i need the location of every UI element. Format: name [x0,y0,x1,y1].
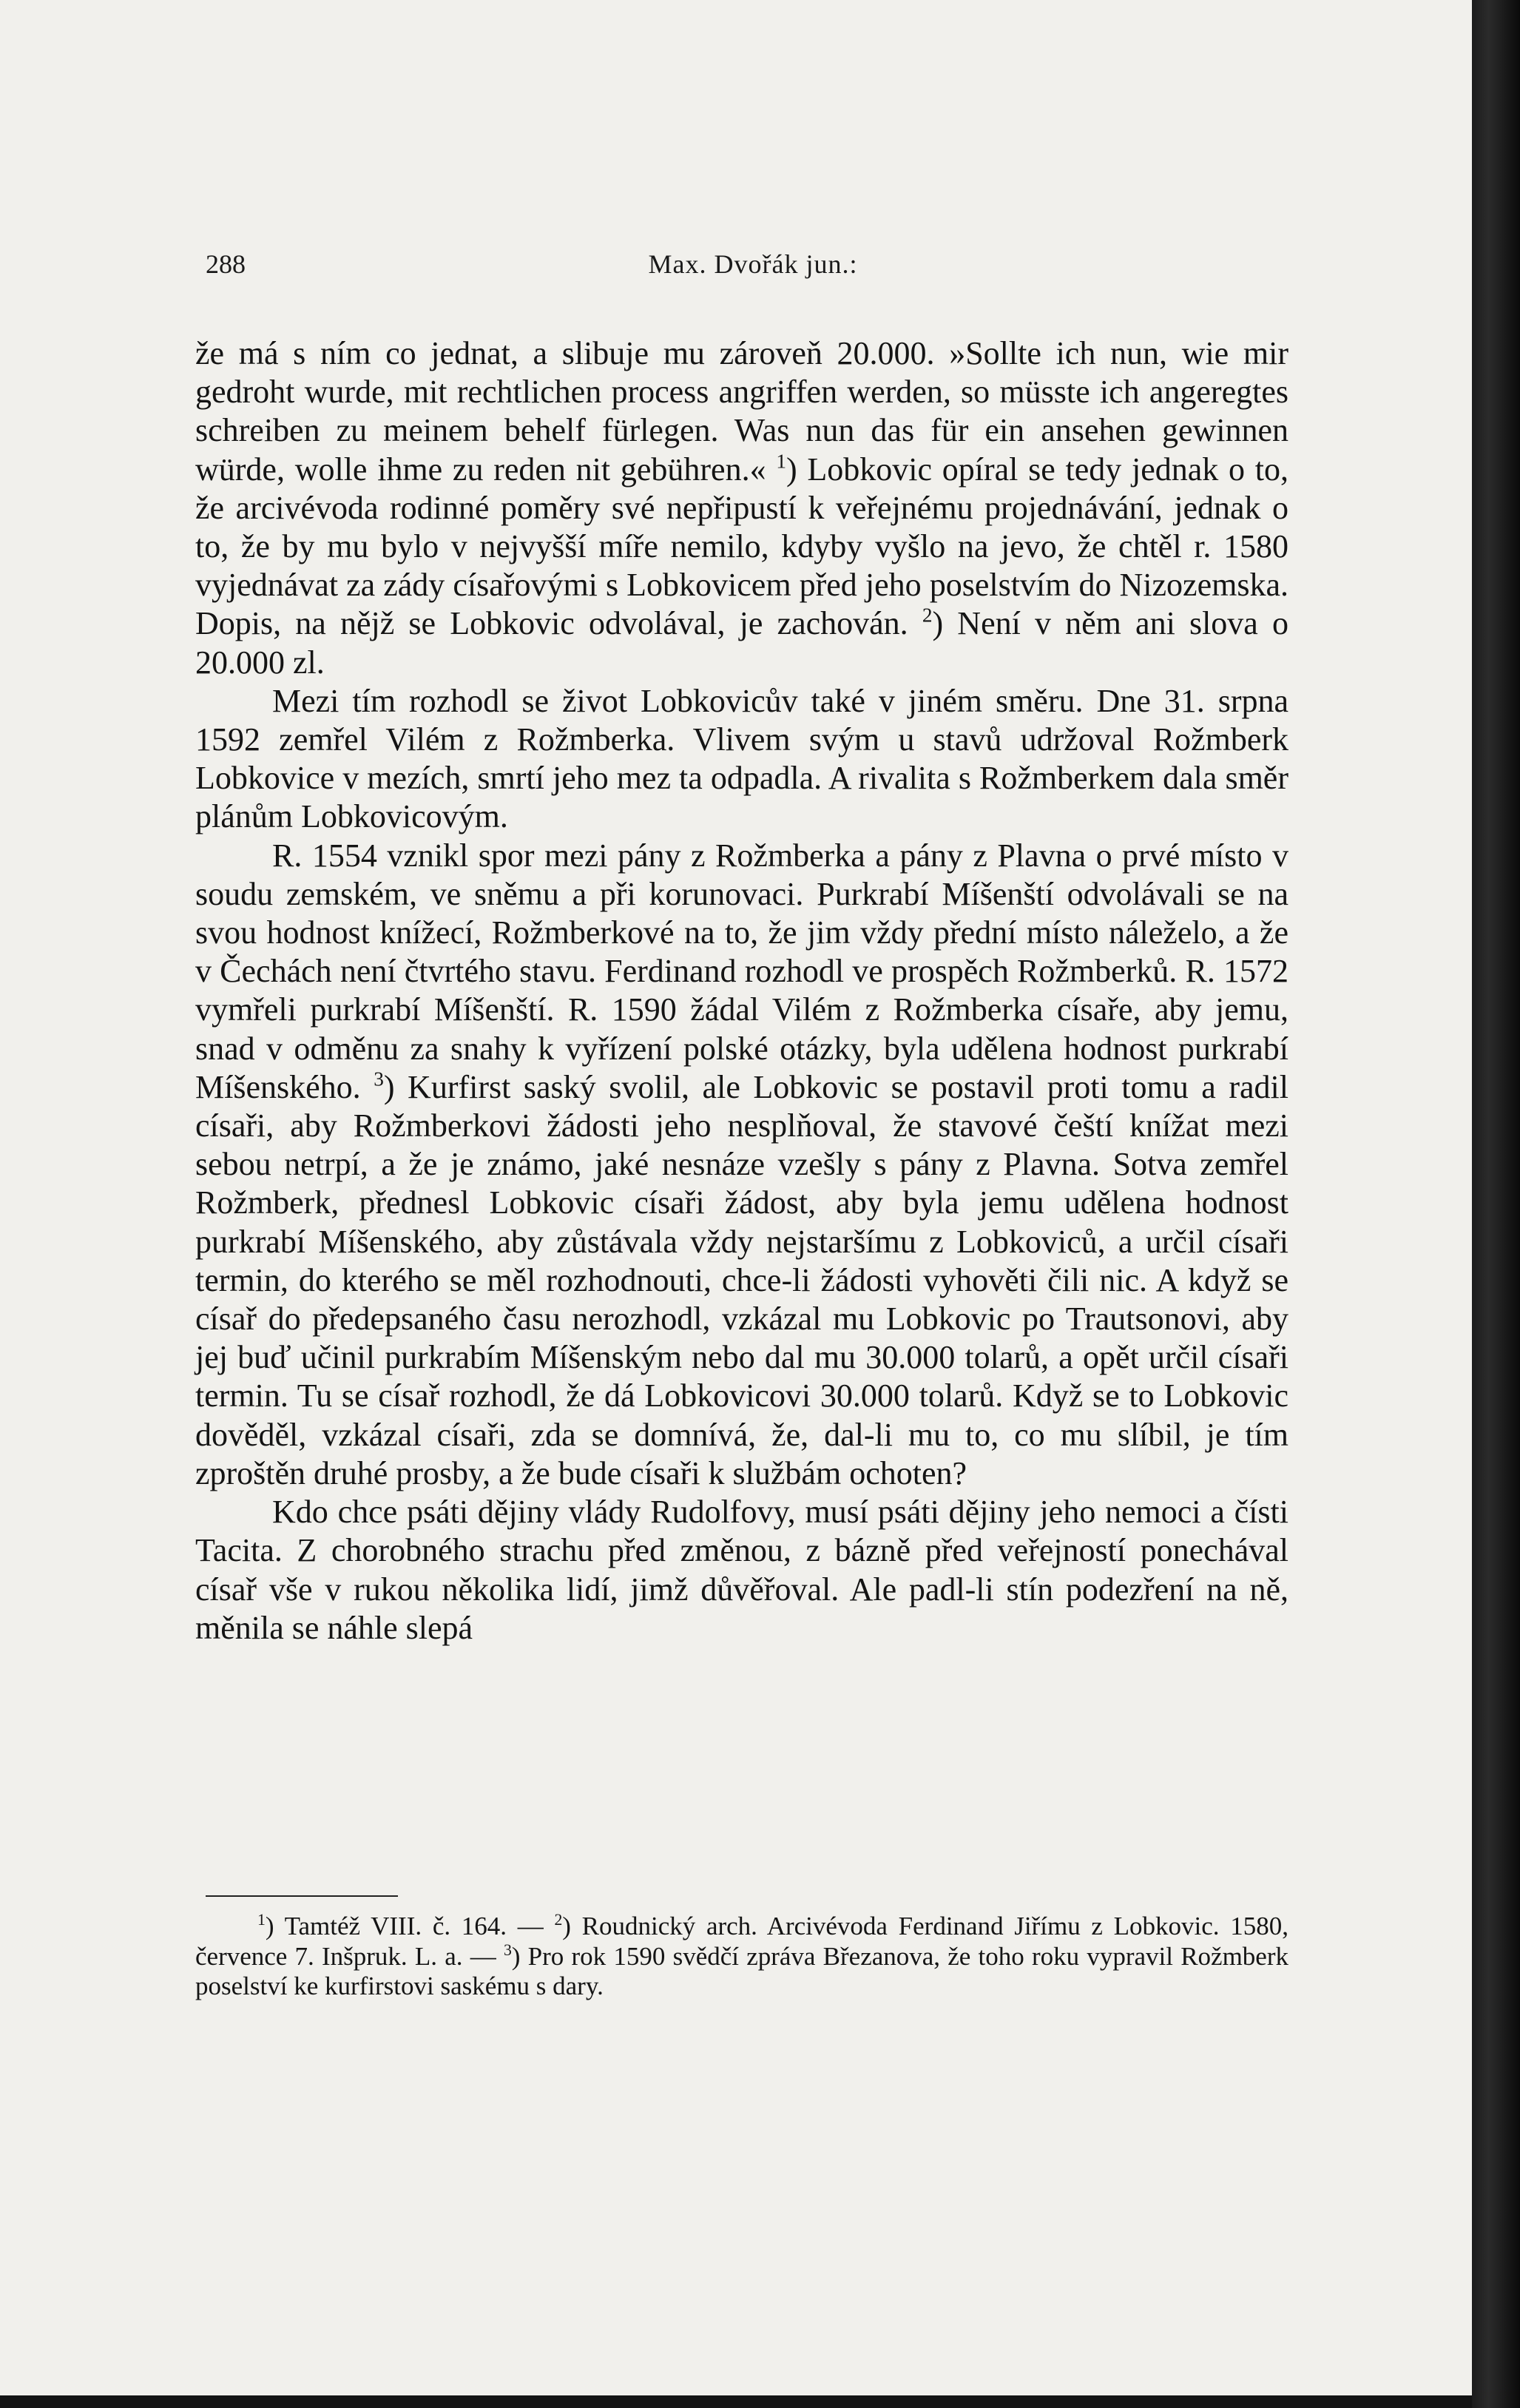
paragraph-3 [195,837,1288,1493]
footnote-marker-2: 2 [554,1910,563,1929]
footnote-3: ) Pro rok 1590 svědčí zpráva Březanova, že toho roku vypravil Rožmberk poselství ke kurfirstovi saskému s dary. [195,1941,1288,2000]
paragraph-2 [195,682,1288,837]
footnote-ref-3: 3 [374,1068,384,1090]
paragraph-1 [195,334,1288,682]
text-run: Mezi tím rozhodl se život Lobkovicův také v jiném směru. Dne 31. srpna 1592 zemřel Vilém z Rožmberka. Vlivem svým u stavů udržoval Rožmberk Lobkovice v mezích, smrtí jeho mez ta odpadla. A rivalita s Rožmberkem dala směr plánům Lobkovicovým. [195,682,1288,835]
text-run: ) Lobkovic opíral se tedy jednak o to, že arcivévoda rodinné poměry své nepřipustí k veřejnému projednávání, jednak o to, že by mu bylo v nejvyšší míře nemilo, kdyby vyšlo na jevo, že chtěl r. 1580 vyjednávat za zády císařovými s Lobkovicem před jeho poselstvím do Nizozemska. Dopis, na nějž se Lobkovic odvolával, je zachován. [195,451,1289,642]
footnote-rule [206,1895,398,1897]
footnote-ref-1: 1 [776,450,786,473]
footnotes [195,1912,1288,2002]
text-run: R. 1554 vznikl spor mezi pány z Rožmberka a pány z Plavna o prvé místo v soudu zemském, ve sněmu a při korunovaci. Purkrabí Míšenští odvolávali se na svou hodnost knížecí, Rožmberkové na to, že jim vždy přední místo náleželo, a že v Čechách není čtvrtého stavu. Ferdinand rozhodl ve prospěch Rožmberků. R. 1572 vymřeli purkrabí Míšenští. R. 1590 žádal Vilém z Rožmberka císaře, aby jemu, snad v odměnu za snahy k vyřízení polské otázky, byla udělena hodnost purkrabí Míšenského. [195,837,1288,1105]
body-text [195,334,1288,1648]
footnote-marker-1: 1 [257,1910,266,1929]
paragraph-4 [195,1493,1288,1648]
scan-border-right [1472,0,1520,2408]
running-head: Max. Dvořák jun.: [648,249,858,279]
text-run: ) Kurfirst saský svolil, ale Lobkovic se postavil proti tomu a radil císaři, aby Rožmberkovi žádosti jeho nesplňoval, že stavové čeští knížat mezi sebou netrpí, a že je známo, jaké nesnáze vzešly s pány z Plavna. Sotva zemřel Rožmberk, přednesl Lobkovic císaři žádost, aby byla jemu udělena hodnost purkrabí Míšenského, aby zůstávala vždy nejstaršímu z Lobkoviců, a určil císaři termin, do kterého se měl rozhodnouti, chce-li žádosti vyhověti čili nic. A když se císař do předepsaného času nerozhodl, vzkázal mu Lobkovic po Trautsonovi, aby jej buď učinil purkrabím Míšenským nebo dal mu 30.000 tolarů, a opět určil císaři termin. Tu se císař rozhodl, že dá Lobkovicovi 30.000 tolarů. Když se to Lobkovic dověděl, vzkázal císaři, zda se domnívá, že, dal-li mu to, co mu slíbil, je tím zproštěn druhé prosby, a že bude císaři k službám ochoten? [195,1068,1288,1491]
footnote-text [195,1912,1288,2002]
footnote-ref-2: 2 [922,604,933,627]
scan-border-bottom [0,2395,1472,2408]
text-run: ) Není v něm ani slova o 20.000 zl. [195,605,1288,681]
footnote-1: ) Tamtéž VIII. č. 164. — [265,1912,555,1940]
page-header [206,249,1300,293]
footnote-marker-3: 3 [503,1940,512,1959]
footnote-2: ) Roudnický arch. Arcivévoda Ferdinand Jiřímu z Lobkovic. 1580, července 7. Inšpruk. L. a. — [195,1912,1288,1971]
page-number: 288 [206,249,246,279]
text-run: Kdo chce psáti dějiny vlády Rudolfovy, musí psáti dějiny jeho nemoci a čísti Tacita. Z chorobného strachu před změnou, z bázně před veřejností ponechával císař vše v rukou několika lidí, jimž důvěřoval. Ale padl-li stín podezření na ně, měnila se náhle slepá [195,1494,1288,1646]
text-run: že má s ním co jednat, a slibuje mu zároveň 20.000. »Sollte ich nun, wie mir gedroht wurde, mit rechtlichen process angriffen werden, so müsste ich angeregtes schreiben zu meinem behelf fürlegen. Was nun das für ein ansehen gewinnen würde, wolle ihme zu reden nit gebühren.« [195,335,1288,488]
